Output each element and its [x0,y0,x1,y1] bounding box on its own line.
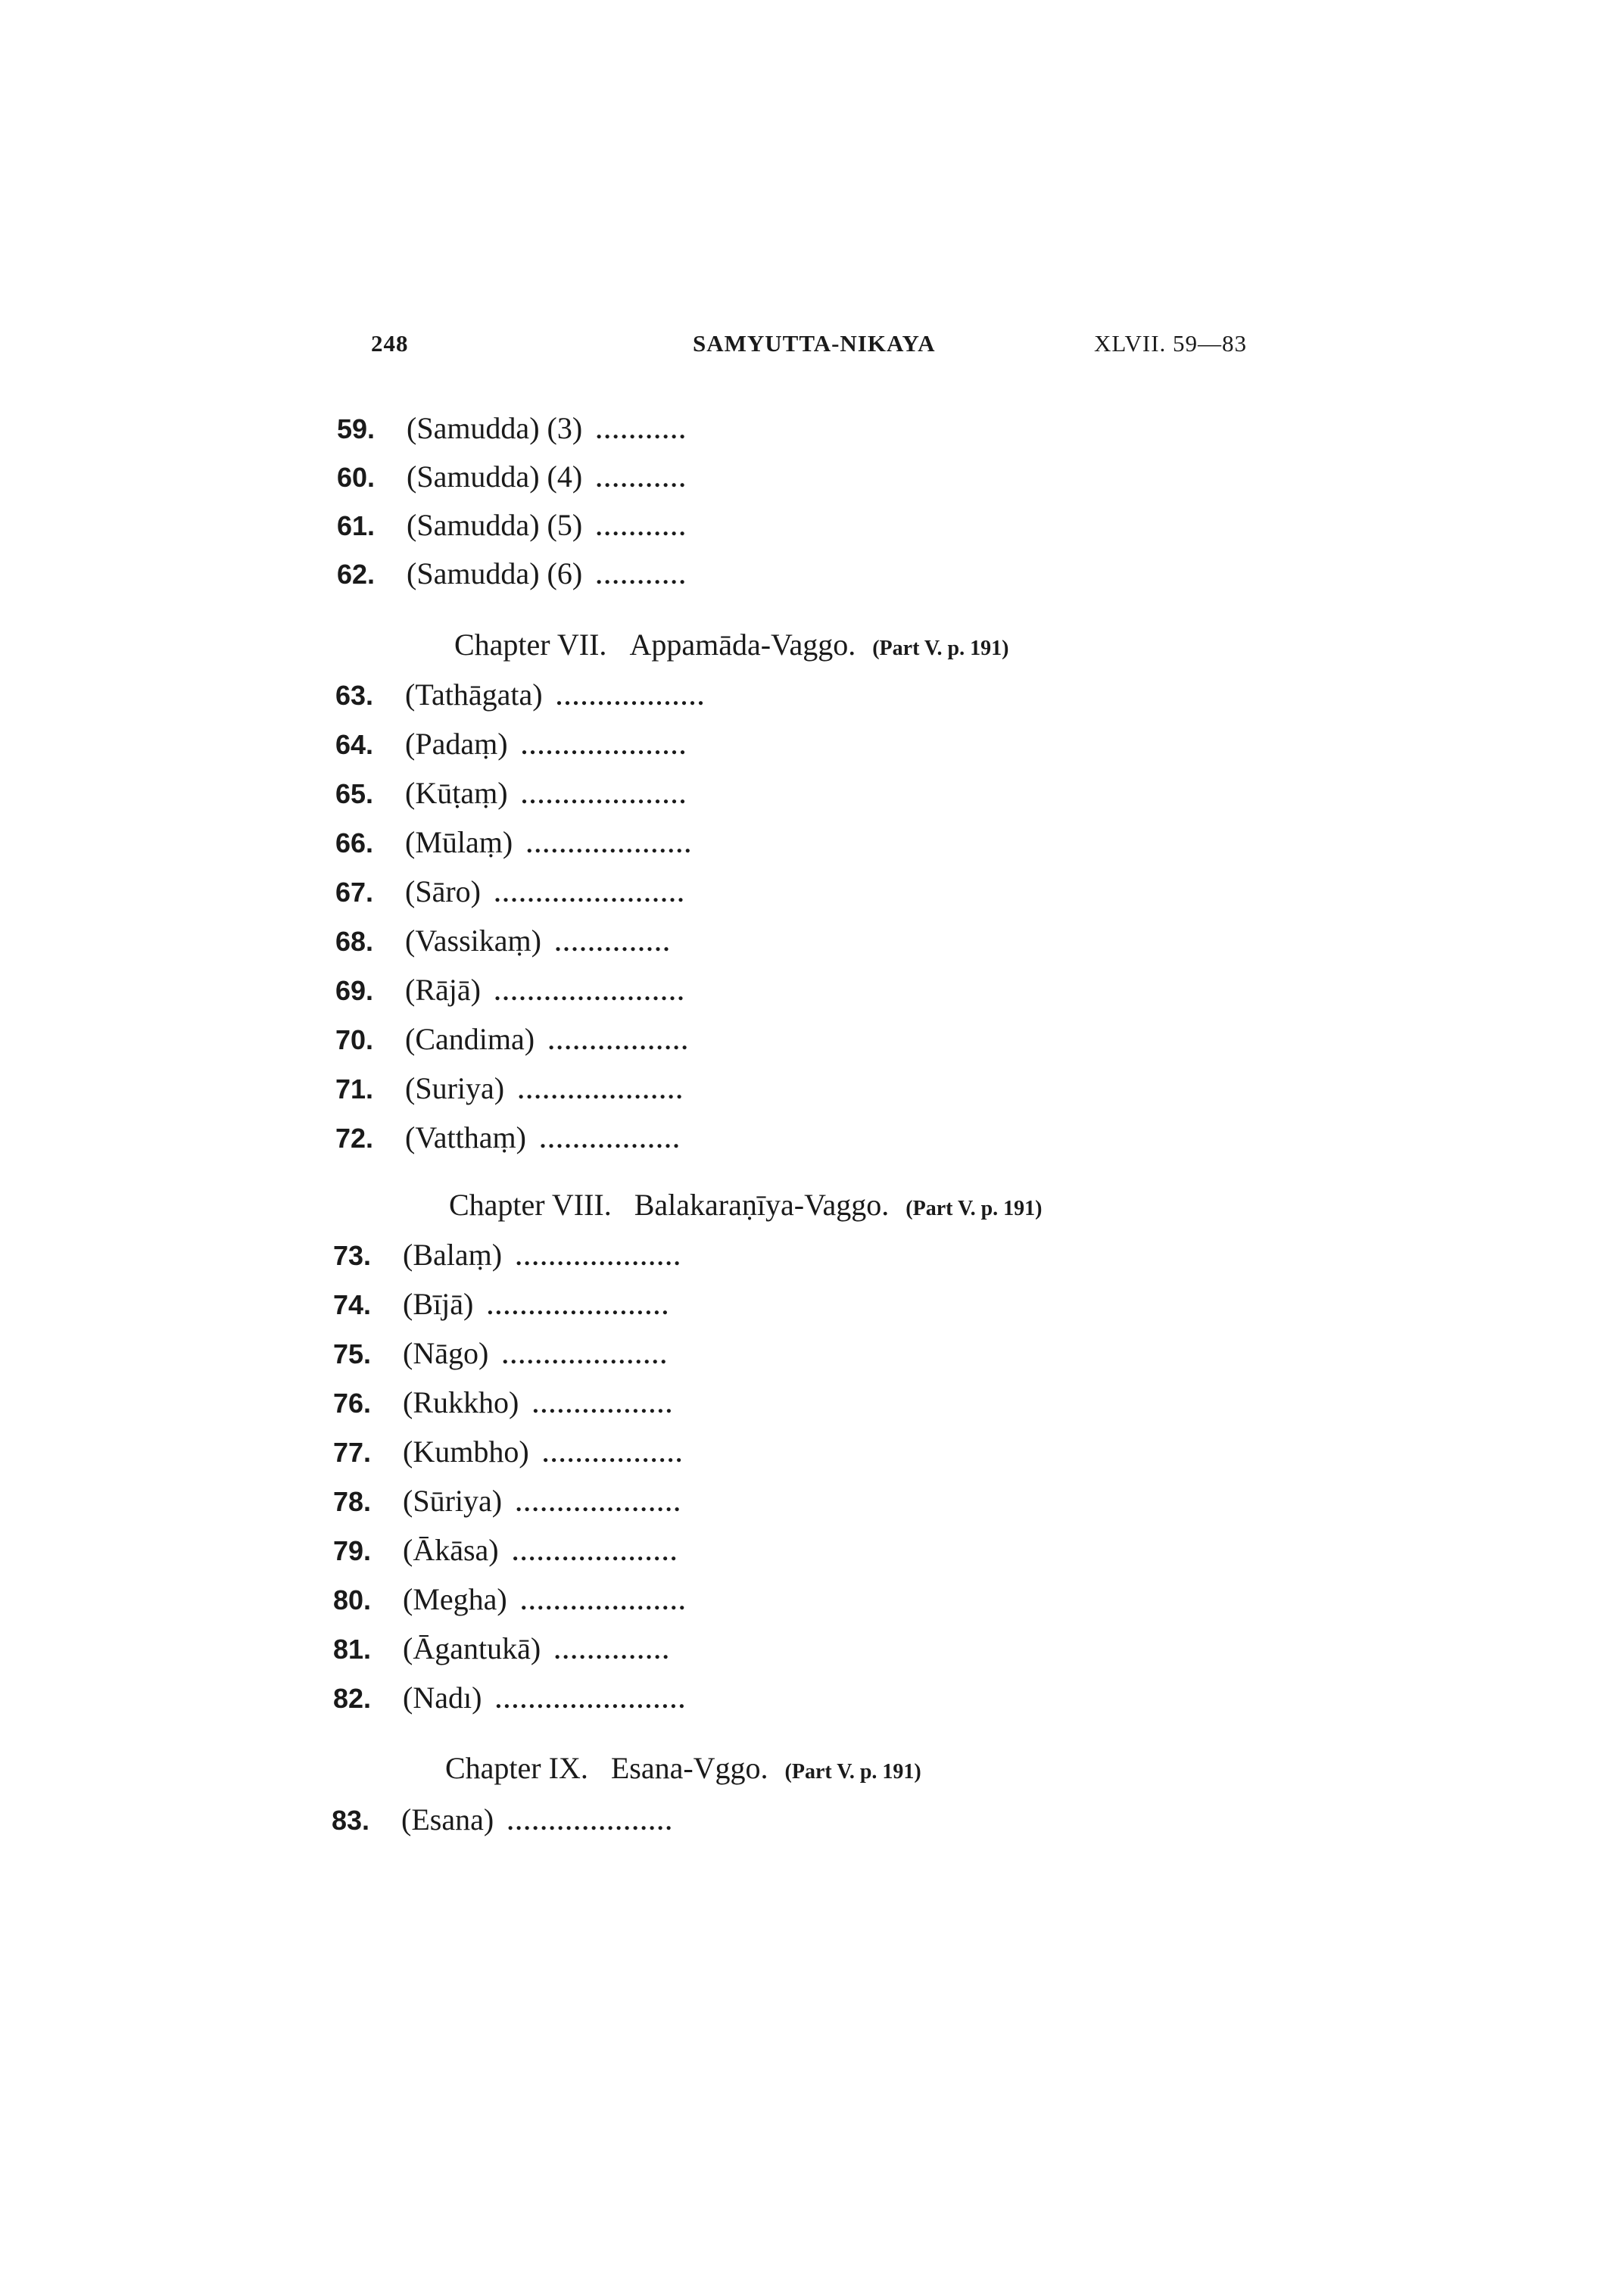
list-item [335,970,686,1010]
dot-leader: .................... [502,1341,669,1369]
entry-title: (Suriya) [405,1071,505,1105]
chapter-heading [454,624,1008,666]
entry-number: 78. [333,1486,372,1517]
list-item [333,1531,679,1570]
chapter-label: Chapter VII. [454,628,607,662]
chapter-heading [445,1747,921,1790]
entry-number: 74. [333,1289,372,1320]
list-item [335,774,688,813]
entry-title: (Mūlaṃ) [405,825,513,859]
entry-number: 73. [333,1240,372,1271]
entry-number: 75. [333,1338,372,1369]
list-item [335,872,686,911]
dot-leader: ....................... [494,978,686,1005]
entry-title: (Padaṃ) [405,727,508,761]
chapter-name: Balakaraṇīya-Vaggo. [634,1188,890,1222]
entry-title: (Bījā) [403,1287,474,1321]
entry-number: 65. [335,778,374,809]
entry-number: 81. [333,1634,372,1665]
list-item [333,1580,687,1619]
entry-number: 60. [337,462,376,493]
entry-number: 63. [335,680,374,711]
entry-title: (Nāgo) [403,1336,489,1370]
chapter-heading [449,1184,1042,1226]
entry-title: (Samudda) (5) [407,508,583,542]
dot-leader: ........... [596,465,688,492]
dot-leader: .............. [554,929,672,956]
entry-number: 82. [333,1683,372,1714]
list-item [333,1432,684,1472]
dot-leader: ................. [542,1440,684,1467]
entry-title: (Ākāsa) [403,1533,499,1567]
entry-number: 66. [335,827,374,858]
entry-title: (Sūriya) [403,1484,503,1518]
list-item [337,554,687,594]
dot-leader: .................... [507,1808,675,1835]
chapter-name: Esana-Vggo. [610,1751,768,1785]
list-item [333,1334,669,1373]
dot-leader: ........... [596,416,688,444]
entry-number: 68. [335,926,374,957]
list-item [332,1800,674,1840]
dot-leader: ....................... [495,1686,687,1713]
chapter-reference: (Part V. p. 191) [872,637,1009,660]
dot-leader: ................. [532,1391,675,1418]
entry-title: (Vassikaṃ) [405,924,541,958]
entry-title: (Sāro) [405,874,481,908]
list-item [335,1020,690,1059]
dot-leader: .................. [556,683,706,710]
entry-title: (Megha) [403,1582,507,1616]
chapter-reference: (Part V. p. 191) [784,1760,921,1784]
entry-title: (Samudda) (6) [407,556,583,590]
running-title: SAMYUTTA-NIKAYA [693,330,936,357]
entry-title: (Āgantukā) [403,1631,541,1665]
list-item [335,823,693,862]
entry-number: 72. [335,1123,374,1154]
dot-leader: ................. [548,1027,690,1055]
dot-leader: ................. [539,1126,681,1153]
entry-number: 62. [337,559,376,590]
entry-title: (Kumbho) [403,1435,529,1469]
dot-leader: .................... [526,830,694,858]
list-item [335,921,672,961]
entry-number: 80. [333,1584,372,1615]
entry-number: 71. [335,1073,374,1104]
entry-number: 76. [333,1388,372,1419]
entry-title: (Balaṃ) [403,1238,503,1272]
list-item [333,1678,687,1718]
dot-leader: ........... [596,562,688,589]
list-item [333,1481,682,1521]
entry-title: (Rukkho) [403,1385,519,1419]
list-item [337,409,687,448]
list-item [335,675,706,715]
entry-number: 59. [337,413,376,444]
section-reference: XLVII. 59—83 [1094,330,1248,357]
chapter-reference: (Part V. p. 191) [906,1197,1043,1220]
list-item [335,1069,684,1108]
entry-title: (Rājā) [405,973,481,1007]
chapter-name: Appamāda-Vaggo. [629,628,856,662]
dot-leader: .................... [516,1489,683,1516]
entry-number: 79. [333,1535,372,1566]
chapter-label: Chapter VIII. [449,1188,612,1222]
list-item [333,1629,671,1668]
dot-leader: .............. [554,1637,672,1664]
entry-title: (Samudda) (4) [407,460,583,494]
dot-leader: ........... [596,513,688,541]
entry-title: (Candima) [405,1022,535,1056]
entry-number: 77. [333,1437,372,1468]
list-item [333,1285,670,1324]
entry-title: (Vatthaṃ) [405,1120,526,1154]
dot-leader: .................... [521,781,688,808]
list-item [337,506,687,545]
entry-number: 67. [335,877,374,908]
entry-title: (Kūṭaṃ) [405,776,508,810]
dot-leader: .................... [512,1538,679,1566]
entry-number: 61. [337,510,376,541]
dot-leader: .................... [520,1587,687,1615]
list-item [333,1235,682,1275]
list-item [335,724,688,764]
dot-leader: .................... [516,1243,683,1270]
entry-title: (Samudda) (3) [407,411,583,445]
list-item [333,1383,674,1422]
list-item [337,457,687,497]
chapter-label: Chapter IX. [445,1751,588,1785]
entry-number: 83. [332,1805,370,1836]
entry-number: 64. [335,729,374,760]
entry-number: 70. [335,1024,374,1055]
dot-leader: ....................... [494,880,686,907]
entry-title: (Tathāgata) [405,678,543,712]
entry-title: (Esana) [401,1802,494,1837]
dot-leader: .................... [521,732,688,759]
entry-title: (Nadı) [403,1681,482,1715]
dot-leader: .................... [518,1076,685,1104]
list-item [335,1118,681,1157]
page-number: 248 [371,330,409,357]
entry-number: 69. [335,975,374,1006]
dot-leader: ...................... [487,1292,671,1319]
